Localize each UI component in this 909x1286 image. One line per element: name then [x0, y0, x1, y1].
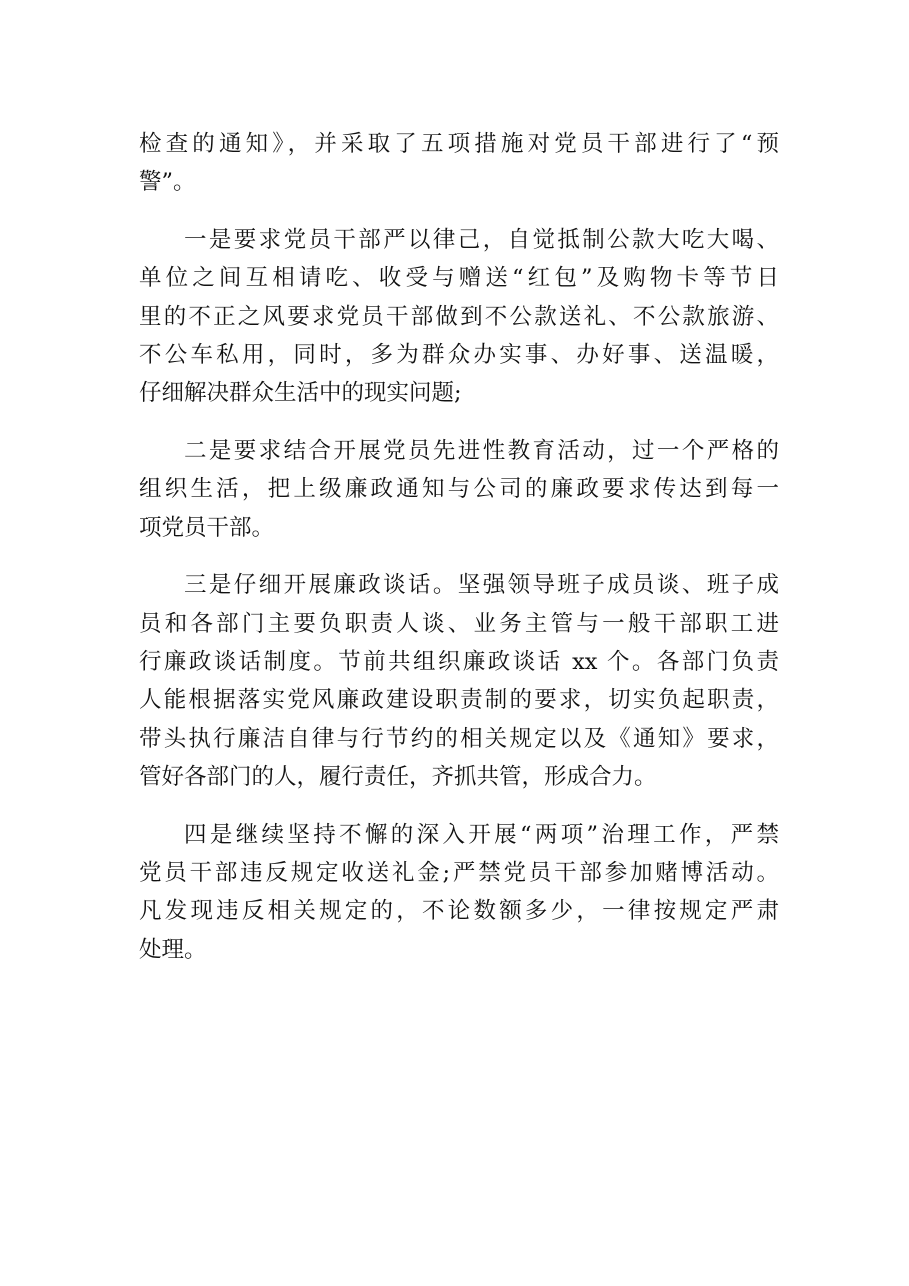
text-line: 单位之间互相请吃、收受与赠送“红包”及购物卡等节日 [139, 265, 779, 292]
paragraph-measure-2 [139, 432, 779, 547]
paragraph-measure-3 [139, 566, 779, 796]
text-line: 处理。 [139, 936, 207, 963]
text-line: 检查的通知》，并采取了五项措施对党员干部进行了“预 [139, 131, 779, 157]
text-line: 人能根据落实党风廉政建设职责制的要求，切实负起职责， [139, 687, 779, 714]
text-line: 三是仔细开展廉政谈话。坚强领导班子成员谈、班子成 [184, 572, 779, 599]
paragraph-intro [139, 125, 779, 202]
text-line: 四是继续坚持不懈的深入开展“两项”治理工作，严禁 [184, 821, 779, 848]
text-line: 凡发现违反相关规定的，不论数额多少，一律按规定严肃 [139, 898, 779, 925]
text-line: 行廉政谈话制度。节前共组织廉政谈话 xx 个。各部门负责 [139, 649, 779, 676]
text-line: 不公车私用，同时，多为群众办实事、办好事、送温暖， [139, 341, 779, 368]
text-line: 带头执行廉洁自律与行节约的相关规定以及《通知》要求， [139, 725, 779, 752]
text-line: 组织生活，把上级廉政通知与公司的廉政要求传达到每一 [139, 476, 779, 503]
text-line: 管好各部门的人，履行责任，齐抓共管，形成合力。 [139, 763, 657, 790]
text-line: 二是要求结合开展党员先进性教育活动，过一个严格的 [184, 438, 779, 465]
text-line: 一是要求党员干部严以律己，自觉抵制公款大吃大喝、 [184, 227, 779, 254]
text-line: 里的不正之风要求党员干部做到不公款送礼、不公款旅游、 [139, 303, 779, 330]
text-line: 项党员干部。 [139, 514, 275, 541]
text-line: 仔细解决群众生活中的现实问题; [139, 380, 462, 407]
paragraph-measure-1 [139, 221, 779, 412]
text-line: 党员干部违反规定收送礼金;严禁党员干部参加赌博活动。 [139, 860, 779, 887]
paragraph-measure-4 [139, 816, 779, 969]
text-line: 员和各部门主要负职责人谈、业务主管与一般干部职工进 [139, 610, 779, 637]
document-body [139, 125, 779, 969]
text-line: 警”。 [139, 169, 196, 196]
